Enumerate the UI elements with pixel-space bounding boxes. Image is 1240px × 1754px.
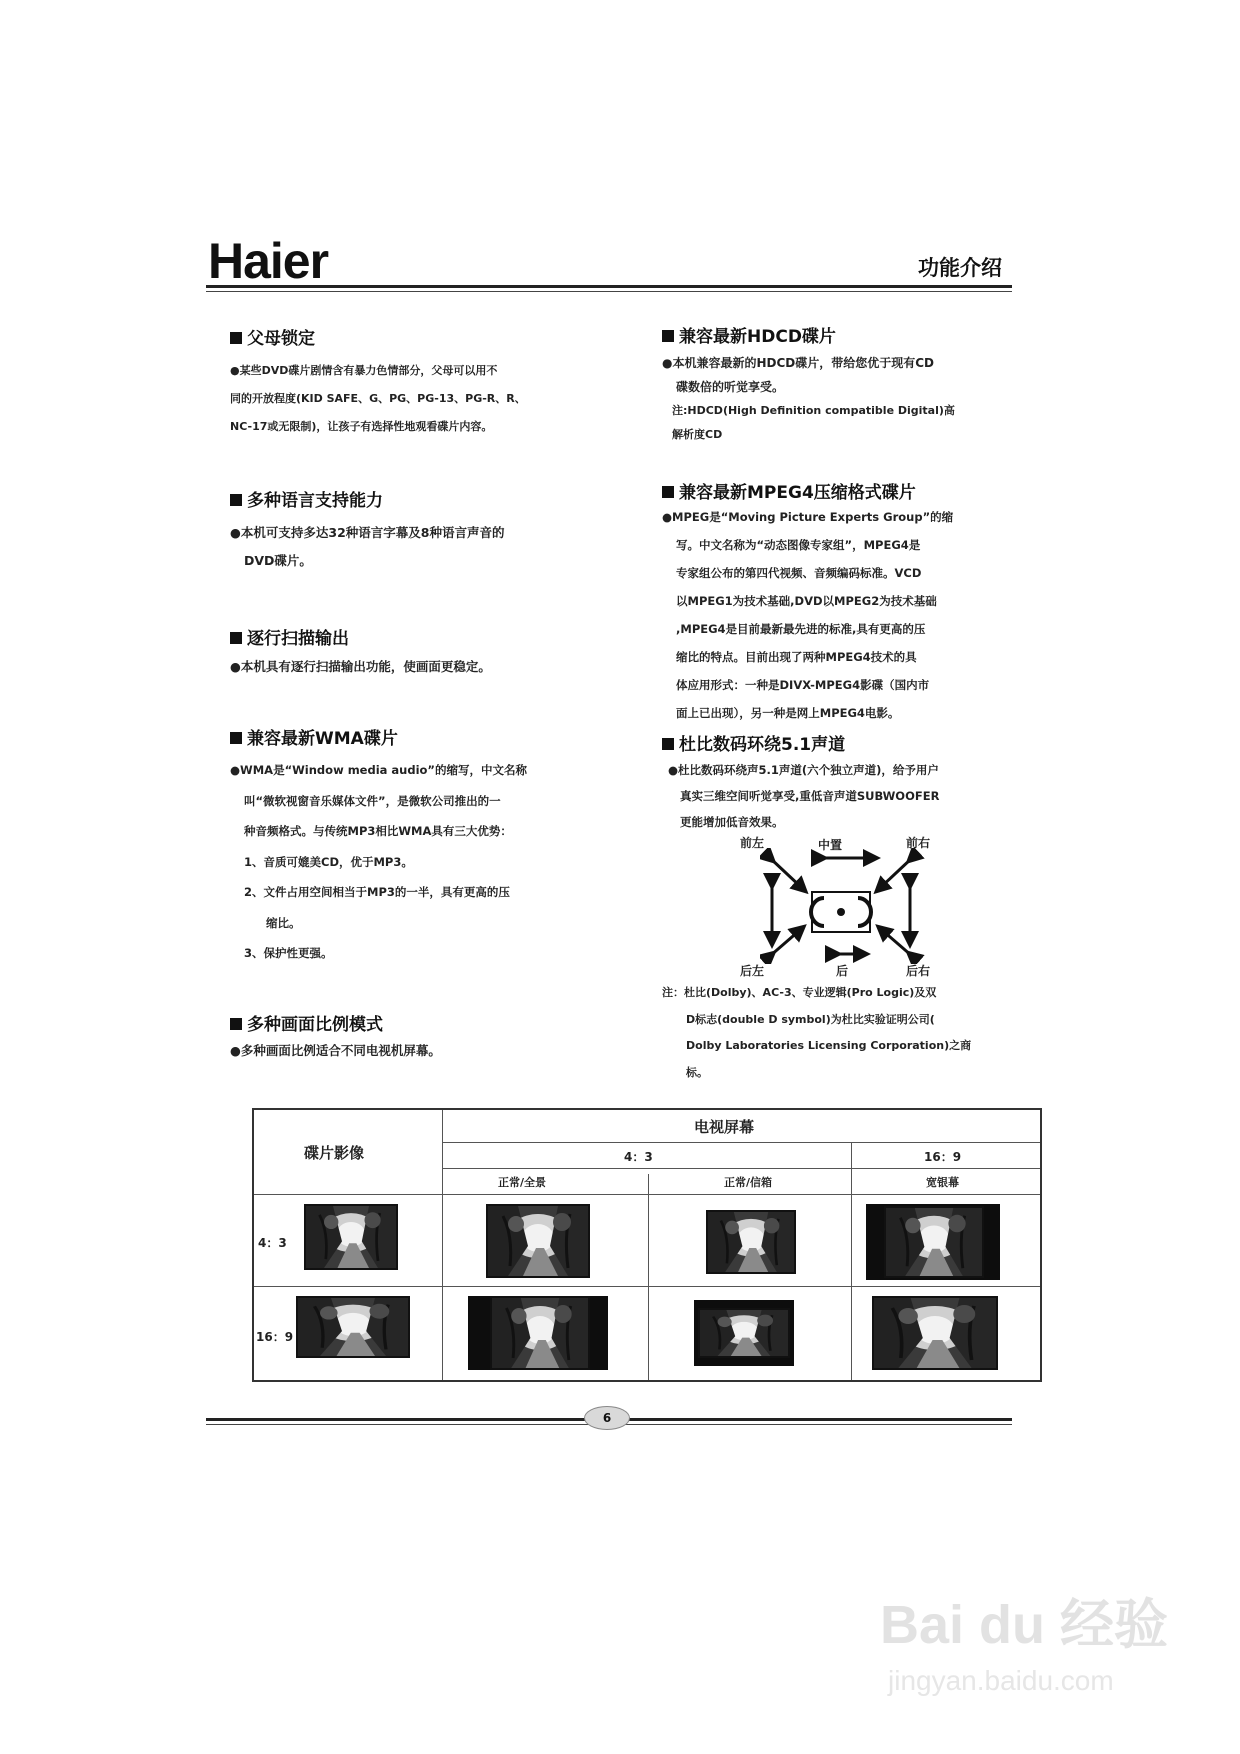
- section-parental-lock: [230, 324, 600, 441]
- table-divider: [442, 1142, 1040, 1143]
- section-body: ●本机可支持多达32种语言字幕及8种语言声音的 DVD碟片。: [230, 525, 505, 568]
- section-hdcd: [662, 322, 1022, 447]
- label-center: 中置: [818, 838, 843, 852]
- dolby-trademark-note: 注：杜比(Dolby)、AC-3、专业逻辑(Pro Logic)及双 D标志(double D symbol)为杜比实验证明公司( Dolby Laboratories Licensing Corporation)之商 标。: [662, 986, 972, 1079]
- section-title: 杜比数码环绕5.1声道: [662, 730, 1032, 755]
- table-divider: [442, 1110, 443, 1380]
- section-title: 兼容最新HDCD碟片: [662, 322, 1022, 347]
- aspect-ratio-table: [252, 1108, 1042, 1382]
- section-wma: [230, 724, 600, 969]
- thumb-169-on-43-panscan: [490, 1296, 590, 1370]
- header-rule-thin: [206, 291, 1012, 292]
- baidu-watermark: [880, 1582, 1180, 1732]
- mode-normal-panscan: 正常/全景: [498, 1176, 547, 1189]
- section-mpeg4: [662, 478, 1022, 727]
- page-number: 6: [584, 1406, 630, 1430]
- section-body: ●本机具有逐行扫描输出功能，使画面更稳定。: [230, 659, 491, 674]
- header-ratio-169: 16：9: [924, 1150, 962, 1164]
- section-body: ●多种画面比例适合不同电视机屏幕。: [230, 1043, 441, 1058]
- haier-logo: Haier: [208, 233, 329, 289]
- thumb-43-on-43-panscan: [486, 1204, 590, 1278]
- section-languages: [230, 486, 600, 575]
- row-label-43: 4：3: [258, 1236, 287, 1250]
- table-divider: [254, 1194, 1040, 1195]
- speaker-arrow-diagram: [760, 848, 940, 964]
- label-rear-right: 后右: [906, 964, 931, 978]
- section-body: ●杜比数码环绕声5.1声道(六个独立声道)，给予用户 真实三维空间听觉享受,重低音声道SUBWOOFER 更能增加低音效果。: [668, 763, 940, 829]
- row-label-169: 16：9: [256, 1330, 294, 1344]
- header-tv-screen: 电视屏幕: [694, 1118, 755, 1136]
- thumb-disc-169: [296, 1296, 410, 1358]
- section-body: ●WMA是“Window media audio”的缩写，中文名称 叫“微软视窗音乐媒体文件”，是微软公司推出的一 种音频格式。与传统MP3相比WMA具有三大优势： 1、音质可媲美CD，优于MP3。 2、文件占用空间相当于MP3的一半，具有更高的压 缩比。 3、保护性更强。: [230, 763, 527, 960]
- label-front-left: 前左: [740, 836, 765, 850]
- section-title: 多种画面比例模式: [230, 1010, 600, 1035]
- section-title: 兼容最新MPEG4压缩格式碟片: [662, 478, 1022, 503]
- table-divider: [648, 1174, 649, 1380]
- label-rear-left: 后左: [740, 964, 765, 978]
- section-title: 逐行扫描输出: [230, 624, 600, 649]
- section-aspect-ratio: [230, 1010, 600, 1065]
- header-disc-image: 碟片影像: [304, 1144, 365, 1162]
- table-divider: [254, 1286, 1040, 1287]
- mode-normal-letterbox: 正常/信箱: [724, 1176, 773, 1189]
- watermark-brand: Bai du 经验: [880, 1595, 1169, 1655]
- section-title: 多种语言支持能力: [230, 486, 600, 511]
- header-ratio-43: 4：3: [624, 1150, 653, 1164]
- header-rule: [206, 285, 1012, 288]
- label-front-right: 前右: [906, 836, 931, 850]
- section-progressive-scan: [230, 624, 600, 681]
- thumb-169-on-169: [872, 1296, 998, 1370]
- table-divider: [442, 1168, 1040, 1169]
- page-title: 功能介绍: [918, 256, 1002, 280]
- dolby-d-logo-icon: [811, 892, 871, 932]
- section-body: ●某些DVD碟片剧情含有暴力色情部分，父母可以用不 同的开放程度(KID SAFE、G、PG、PG-13、PG-R、R、 NC-17或无限制)，让孩子有选择性地观看碟片内容。: [230, 364, 526, 433]
- section-title: 兼容最新WMA碟片: [230, 724, 600, 749]
- watermark-url: jingyan.baidu.com: [888, 1665, 1114, 1696]
- thumb-169-on-43-letterbox: [698, 1308, 790, 1358]
- section-dolby: [662, 730, 1032, 835]
- table-divider: [851, 1142, 852, 1380]
- section-body: ●本机兼容最新的HDCD碟片，带给您优于现有CD 碟数倍的听觉享受。 注:HDCD(High Definition compatible Digital)高 解析度CD: [662, 356, 955, 441]
- label-rear: 后: [836, 964, 849, 978]
- thumb-43-on-43-letterbox: [706, 1210, 796, 1274]
- thumb-43-on-169: [884, 1206, 984, 1278]
- mode-widescreen: 宽银幕: [926, 1176, 959, 1189]
- thumb-disc-43: [304, 1204, 398, 1270]
- section-body: ●MPEG是“Moving Picture Experts Group”的缩 写。中文名称为“动态图像专家组”，MPEG4是 专家组公布的第四代视频、音频编码标准。VCD 以MPEG1为技术基础,DVD以MPEG2为技术基础 ,MPEG4是目前最新最先进的标准,具有更高的压 缩比的特点。目前出现了两种MPEG4技术的具 体应用形式：一种是DIVX-MPEG4影碟（国内市 面上已出现），另一种是网上MPEG4电影。: [662, 510, 954, 720]
- section-title: 父母锁定: [230, 324, 600, 349]
